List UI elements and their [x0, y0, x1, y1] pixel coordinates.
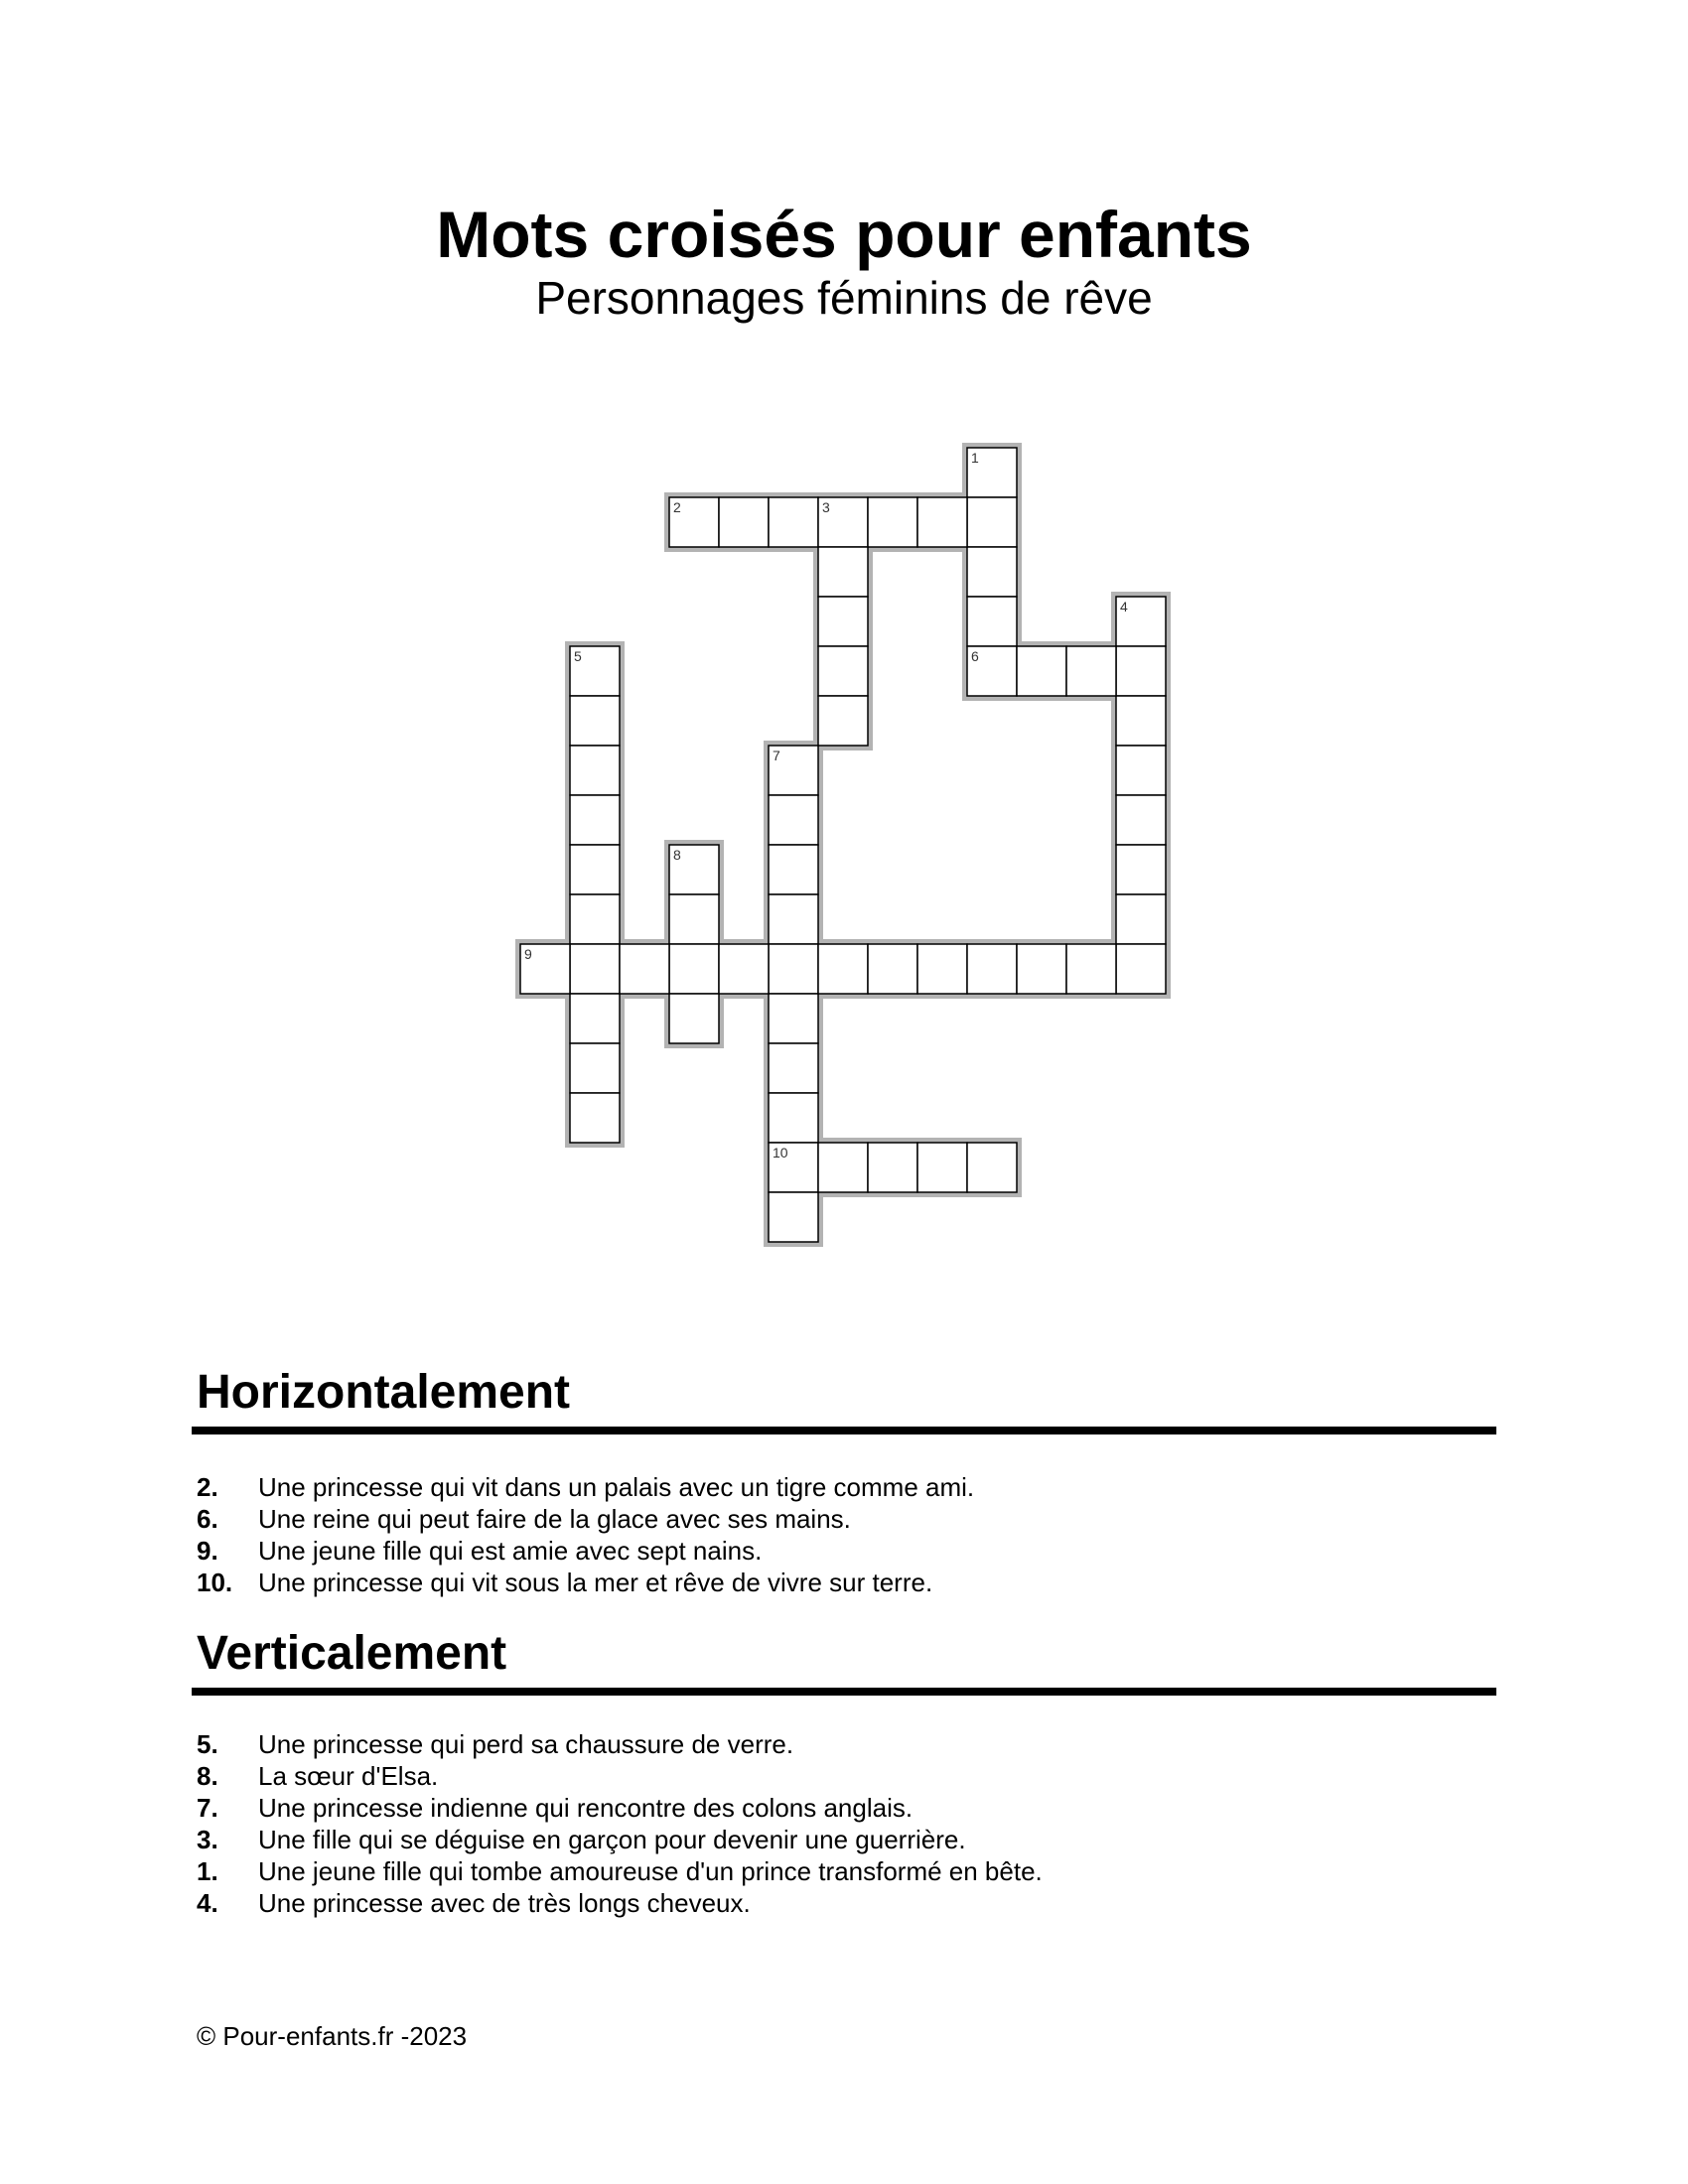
- grid-cell[interactable]: [868, 1143, 917, 1192]
- grid-cell[interactable]: [769, 1192, 818, 1242]
- grid-cell[interactable]: [1116, 845, 1166, 894]
- down-clue: [197, 1792, 1043, 1824]
- page-title: Mots croisés pour enfants: [436, 198, 1252, 271]
- grid-cell[interactable]: [570, 1093, 620, 1143]
- clue-number-label: 6: [971, 648, 979, 664]
- clue-text: Une princesse avec de très longs cheveux.: [258, 1888, 751, 1918]
- grid-cell[interactable]: [570, 795, 620, 845]
- grid-cell[interactable]: [1116, 944, 1166, 994]
- clue-number: 9.: [197, 1536, 218, 1566]
- clue-text: Une princesse qui vit dans un palais avec un tigre comme ami.: [258, 1472, 975, 1502]
- grid-cell[interactable]: [917, 944, 967, 994]
- down-clue: [197, 1760, 1043, 1792]
- grid-cell[interactable]: [769, 1043, 818, 1093]
- down-clue: [197, 1887, 1043, 1919]
- clue-number: 8.: [197, 1761, 218, 1791]
- grid-cell[interactable]: [818, 597, 868, 646]
- clue-number: 2.: [197, 1472, 218, 1502]
- page-subtitle: Personnages féminins de rêve: [535, 272, 1153, 324]
- grid-cell[interactable]: [620, 944, 669, 994]
- grid-cell[interactable]: [818, 944, 868, 994]
- grid-cell[interactable]: [967, 944, 1017, 994]
- clue-number-label: 4: [1120, 599, 1128, 614]
- clue-text: Une jeune fille qui tombe amoureuse d'un prince transformé en bête.: [258, 1856, 1043, 1886]
- grid-cell[interactable]: [769, 944, 818, 994]
- grid-cell[interactable]: [868, 944, 917, 994]
- clue-number-label: 3: [822, 499, 830, 515]
- down-clue: [197, 1728, 1043, 1760]
- down-heading: Verticalement: [197, 1627, 507, 1680]
- grid-cell[interactable]: [818, 646, 868, 696]
- across-clue-list: [197, 1471, 974, 1598]
- grid-cell[interactable]: [669, 894, 719, 944]
- clue-number: 5.: [197, 1729, 218, 1759]
- down-clue: [197, 1855, 1043, 1887]
- grid-cell[interactable]: [818, 696, 868, 746]
- clue-number: 6.: [197, 1504, 218, 1534]
- grid-cell[interactable]: [769, 1093, 818, 1143]
- grid-cell[interactable]: [1116, 795, 1166, 845]
- clue-text: Une fille qui se déguise en garçon pour devenir une guerrière.: [258, 1825, 966, 1854]
- grid-cell[interactable]: [818, 1143, 868, 1192]
- grid-cell[interactable]: [769, 795, 818, 845]
- clue-text: Une reine qui peut faire de la glace avec ses mains.: [258, 1504, 851, 1534]
- across-heading: Horizontalement: [197, 1366, 571, 1419]
- down-clue: [197, 1824, 1043, 1855]
- clue-number: 7.: [197, 1793, 218, 1823]
- clue-number-label: 7: [773, 748, 780, 763]
- grid-cell[interactable]: [719, 497, 769, 547]
- across-clue: [197, 1503, 974, 1535]
- grid-cell[interactable]: [570, 696, 620, 746]
- down-divider: [192, 1688, 1496, 1696]
- clue-number-label: 9: [524, 946, 532, 962]
- across-clue: [197, 1471, 974, 1503]
- grid-cell[interactable]: [917, 497, 967, 547]
- clue-number: 10.: [197, 1568, 233, 1597]
- grid-cell[interactable]: [967, 547, 1017, 597]
- grid-cell[interactable]: [967, 497, 1017, 547]
- grid-cell[interactable]: [1116, 894, 1166, 944]
- grid-cell[interactable]: [570, 845, 620, 894]
- grid-cells: [520, 448, 1166, 1242]
- grid-cell[interactable]: [669, 994, 719, 1043]
- clue-text: Une princesse indienne qui rencontre des colons anglais.: [258, 1793, 914, 1823]
- grid-cell[interactable]: [570, 1043, 620, 1093]
- clue-number-label: 1: [971, 450, 979, 466]
- across-clue: [197, 1535, 974, 1567]
- clue-text: Une jeune fille qui est amie avec sept nains.: [258, 1536, 763, 1566]
- across-divider: [192, 1427, 1496, 1434]
- grid-cell[interactable]: [669, 944, 719, 994]
- clue-text: Une princesse qui perd sa chaussure de verre.: [258, 1729, 794, 1759]
- grid-cell[interactable]: [1017, 944, 1066, 994]
- clue-number: 1.: [197, 1856, 218, 1886]
- clue-number-label: 2: [673, 499, 681, 515]
- grid-cell[interactable]: [570, 994, 620, 1043]
- grid-cell[interactable]: [1066, 944, 1116, 994]
- grid-cell[interactable]: [570, 944, 620, 994]
- grid-cell[interactable]: [769, 994, 818, 1043]
- grid-cell[interactable]: [1066, 646, 1116, 696]
- grid-cell[interactable]: [1116, 696, 1166, 746]
- clue-text: La sœur d'Elsa.: [258, 1761, 439, 1791]
- grid-cell[interactable]: [769, 497, 818, 547]
- clue-number-label: 8: [673, 847, 681, 863]
- grid-cell[interactable]: [1116, 646, 1166, 696]
- grid-cell[interactable]: [570, 746, 620, 795]
- grid-cell[interactable]: [769, 845, 818, 894]
- clue-text: Une princesse qui vit sous la mer et rêve de vivre sur terre.: [258, 1568, 933, 1597]
- clue-number-label: 5: [574, 648, 582, 664]
- grid-cell[interactable]: [1017, 646, 1066, 696]
- grid-cell[interactable]: [1116, 746, 1166, 795]
- across-clue: [197, 1567, 974, 1598]
- grid-cell[interactable]: [868, 497, 917, 547]
- copyright-footer: © Pour-enfants.fr -2023: [197, 2021, 468, 2051]
- clue-number-label: 10: [773, 1145, 788, 1160]
- grid-cell[interactable]: [719, 944, 769, 994]
- grid-cell[interactable]: [570, 894, 620, 944]
- down-clue-list: [197, 1728, 1043, 1919]
- grid-cell[interactable]: [818, 547, 868, 597]
- grid-cell[interactable]: [917, 1143, 967, 1192]
- clue-number: 4.: [197, 1888, 218, 1918]
- grid-cell[interactable]: [967, 597, 1017, 646]
- grid-cell[interactable]: [967, 1143, 1017, 1192]
- clue-number: 3.: [197, 1825, 218, 1854]
- grid-cell[interactable]: [769, 894, 818, 944]
